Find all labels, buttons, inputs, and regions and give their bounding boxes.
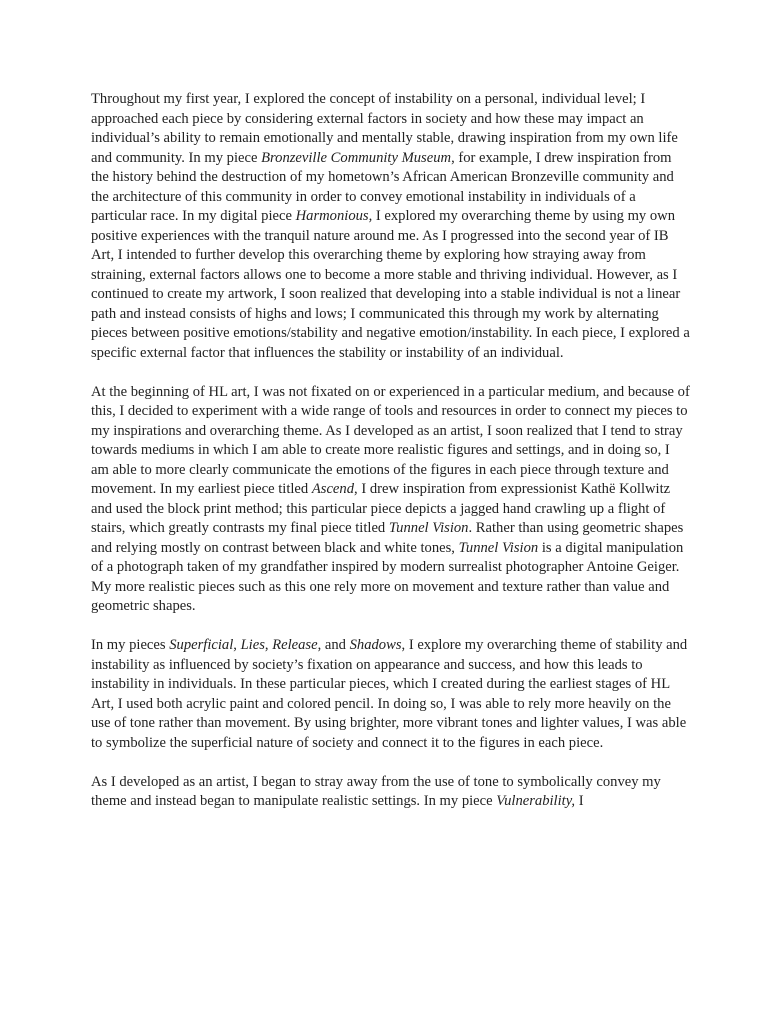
paragraph xyxy=(91,90,691,363)
text-run: is a digital manipulation of a photograph taken of my grandfather inspired by modern surrealist photographer Antoine Geiger. My more realistic pieces such as this one rely more on movement and texture rather than value and geometric shapes. xyxy=(91,539,684,614)
text-run: , I explore my overarching theme of stability and instability as influenced by society’s fixation on appearance and success, and how this leads to instability in individuals. In these particular pieces, which I created during the earliest stages of HL Art, I used both acrylic paint and colored pencil. In doing so, I was able to rely more heavily on the use of tone rather than movement. By using brighter, more vibrant tones and lighter values, I was able to symbolize the superficial nature of society and connect it to the figures in each piece. xyxy=(91,637,688,751)
text-run: I xyxy=(575,793,584,809)
artwork-title: Shadows xyxy=(349,637,402,653)
text-run: At the beginning of HL art, I was not fixated on or experienced in a particular medium, and because of this, I decided to experiment with a wide range of tools and resources in order to connect my pieces to my inspirations and overarching theme. As I developed as an artist, I soon realized that I tend to stray towards mediums in which I am able to create more realistic figures and settings, and in doing so, I am able to more clearly communicate the emotions of the figures in each piece through texture and movement. In my earliest piece titled xyxy=(91,383,690,497)
paragraph xyxy=(91,636,691,753)
text-run: , xyxy=(233,637,241,653)
text-run: . Rather than using geometric shapes and relying mostly on contrast between black and white tones, xyxy=(91,520,684,556)
text-run: , and xyxy=(317,637,350,653)
text-run: , for example, I drew inspiration from the history behind the destruction of my hometown’s African American Bronzeville community and the architecture of this community in order to convey emotional instability in individuals of a particular race. In my digital piece xyxy=(91,149,674,224)
artwork-title: Bronzeville Community Museum xyxy=(261,149,452,166)
artwork-title: Harmonious, xyxy=(295,208,373,224)
artwork-title: Tunnel Vision xyxy=(458,539,539,556)
text-run: I explored my overarching theme by using my own positive experiences with the tranquil nature around me. As I progressed into the second year of IB Art, I intended to further develop this overarching theme by exploring how straying away from straining, external factors allows one to become a more stable and thriving individual. However, as I continued to create my artwork, I soon realized that developing into a stable individual is not a linear path and instead consists of highs and lows; I communicated this through my work by alternating pieces between positive emotions/stability and negative emotion/instability. In each piece, I explored a specific external factor that influences the stability or instability of an individual. xyxy=(91,208,690,361)
document-page xyxy=(91,90,691,831)
artwork-title: Vulnerability, xyxy=(496,793,576,809)
text-run: As I developed as an artist, I began to stray away from the use of tone to symbolically convey my theme and instead began to manipulate realistic settings. In my piece xyxy=(91,773,661,809)
text-run: Throughout my first year, I explored the concept of instability on a personal, individual level; I approached each piece by considering external factors in society and how these may impact an individual’s ability to remain emotionally and mentally stable, drawing inspiration from my own life and community. In my piece xyxy=(91,91,678,166)
artwork-title: Lies xyxy=(240,637,265,653)
artwork-title: Release xyxy=(272,637,318,653)
text-run: , I drew inspiration from expressionist Kathë Kollwitz and used the block print method; this particular piece depicts a jagged hand crawling up a flight of stairs, which greatly contrasts my final piece titled xyxy=(91,481,671,536)
text-run: , xyxy=(264,637,273,653)
text-run: In my pieces xyxy=(91,637,170,653)
paragraph xyxy=(91,383,691,617)
artwork-title: Superficial xyxy=(169,637,234,653)
artwork-title: Tunnel Vision xyxy=(388,520,469,536)
paragraph xyxy=(91,773,691,812)
artwork-title: Ascend xyxy=(311,481,355,497)
